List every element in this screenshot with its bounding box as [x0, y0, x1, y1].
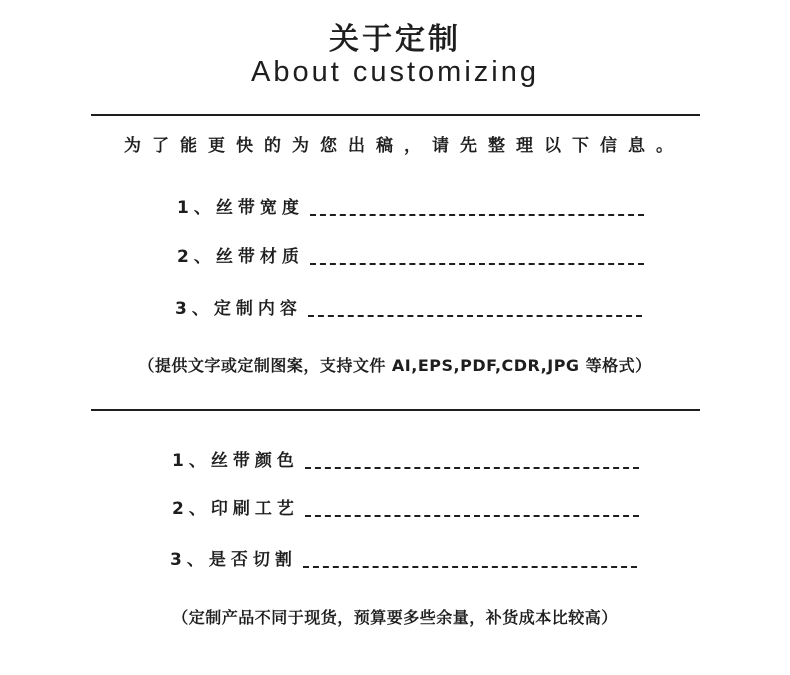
field-label: 1、丝带宽度 — [177, 198, 304, 218]
budget-note: （定制产品不同于现货，预算要多些余量，补货成本比较高） — [172, 608, 618, 627]
middle-divider — [91, 409, 700, 411]
blank-line — [310, 263, 644, 265]
blank-line — [310, 214, 644, 216]
form-row-custom-content — [175, 294, 642, 319]
blank-line — [305, 515, 639, 517]
page-subtitle: About customizing — [251, 56, 539, 88]
intro-text: 为了能更快的为您出稿，请先整理以下信息。 — [124, 136, 684, 156]
top-divider — [91, 114, 700, 116]
blank-line — [308, 315, 642, 317]
form-row-ribbon-material — [177, 242, 644, 267]
format-note: （提供文字或定制图案，支持文件 AI,EPS,PDF,CDR,JPG 等格式） — [138, 356, 652, 375]
field-label: 2、印刷工艺 — [172, 499, 299, 519]
form-row-ribbon-width — [177, 193, 644, 218]
field-label: 3、定制内容 — [175, 299, 302, 319]
page-title: 关于定制 — [329, 22, 461, 57]
field-label: 2、丝带材质 — [177, 247, 304, 267]
form-row-ribbon-color — [172, 446, 639, 471]
blank-line — [305, 467, 639, 469]
form-row-cutting — [170, 545, 637, 570]
blank-line — [303, 566, 637, 568]
field-label: 1、丝带颜色 — [172, 451, 299, 471]
field-label: 3、是否切割 — [170, 550, 297, 570]
form-row-printing-process — [172, 494, 639, 519]
